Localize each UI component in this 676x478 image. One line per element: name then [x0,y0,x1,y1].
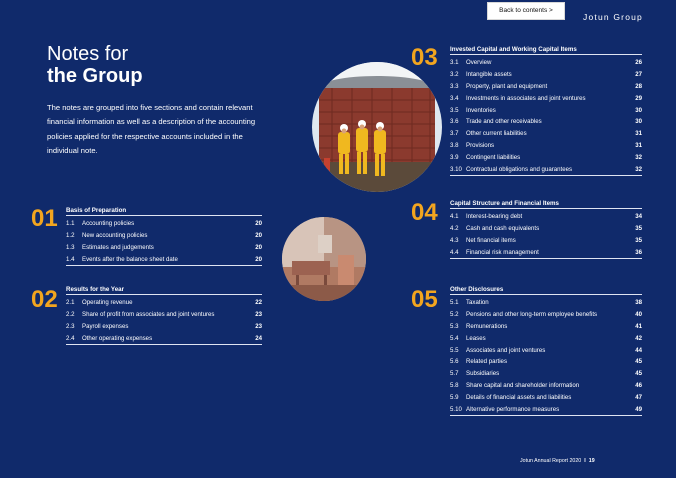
section-number-03: 03 [411,44,438,71]
note-number: 5.6 [450,358,459,366]
note-page: 45 [635,358,642,366]
footer-report-name: Jotun Annual Report 2020 [520,458,582,464]
section-title: Basis of Preparation [66,206,262,216]
note-title: Payroll expenses [82,322,129,330]
footer-separator: I [584,458,586,464]
note-page: 40 [635,311,642,319]
note-item[interactable] [450,57,642,69]
note-page: 31 [635,130,642,138]
note-number: 3.9 [450,153,459,161]
note-number: 3.1 [450,59,459,67]
note-item[interactable] [450,128,642,140]
note-page: 20 [255,220,262,228]
note-number: 5.5 [450,346,459,354]
note-title: Share capital and shareholder information [466,381,580,389]
note-number: 5.8 [450,381,459,389]
note-title: Estimates and judgements [82,243,154,251]
note-page: 32 [635,153,642,161]
note-title: Net financial items [466,236,516,244]
note-item[interactable] [450,140,642,152]
note-number: 3.10 [450,165,462,173]
section-other-disclosures [450,285,642,416]
note-number: 5.3 [450,322,459,330]
note-item[interactable] [450,344,642,356]
section-results-for-the-year [66,285,262,345]
note-item[interactable] [450,235,642,247]
note-title: Contingent liabilities [466,153,521,161]
note-title: Accounting policies [82,220,135,228]
note-title: Subsidiaries [466,370,500,378]
section-title: Other Disclosures [450,285,642,295]
note-item[interactable] [450,309,642,321]
section-number-01: 01 [31,205,58,232]
note-item[interactable] [66,218,262,230]
note-item[interactable] [450,332,642,344]
note-page: 42 [635,334,642,342]
note-page: 36 [635,248,642,256]
page-footer [520,458,595,464]
page-title-line2: the Group [47,65,143,87]
note-page: 23 [255,311,262,319]
note-title: Associates and joint ventures [466,346,546,354]
section-basis-of-preparation [66,206,262,266]
note-page: 34 [635,213,642,221]
section-invested-capital [450,45,642,176]
note-page: 20 [255,255,262,263]
note-item[interactable] [450,297,642,309]
section-title: Capital Structure and Financial Items [450,199,642,209]
note-page: 31 [635,141,642,149]
note-item[interactable] [450,81,642,93]
note-number: 3.3 [450,82,459,90]
note-number: 5.1 [450,299,459,307]
note-page: 45 [635,370,642,378]
note-number: 1.2 [66,232,75,240]
interior-photo [282,217,366,301]
note-title: Alternative performance measures [466,405,560,413]
note-page: 38 [635,299,642,307]
note-number: 2.1 [66,299,75,307]
note-item[interactable] [66,297,262,309]
note-title: Events after the balance sheet date [82,255,178,263]
note-title: Related parties [466,358,507,366]
note-item[interactable] [450,104,642,116]
note-number: 4.4 [450,248,459,256]
note-title: Interest-bearing debt [466,213,523,221]
note-item[interactable] [450,69,642,81]
note-number: 5.7 [450,370,459,378]
note-number: 5.4 [450,334,459,342]
note-page: 32 [635,165,642,173]
note-title: Remunerations [466,322,508,330]
brand-logo-text: Jotun Group [583,12,643,22]
note-number: 5.9 [450,393,459,401]
note-title: Overview [466,59,492,67]
note-number: 3.4 [450,94,459,102]
note-title: Other current liabilities [466,130,527,138]
note-number: 1.1 [66,220,75,228]
page-number: 19 [588,458,595,464]
note-title: Financial risk management [466,248,539,256]
note-page: 29 [635,94,642,102]
note-item[interactable] [450,116,642,128]
note-item[interactable] [450,321,642,333]
note-page: 46 [635,381,642,389]
note-item[interactable] [66,230,262,242]
note-number: 2.2 [66,311,75,319]
note-item[interactable] [450,163,642,176]
note-page: 28 [635,82,642,90]
note-item[interactable] [450,246,642,259]
note-number: 3.5 [450,106,459,114]
note-page: 44 [635,346,642,354]
section-title: Results for the Year [66,285,262,295]
note-page: 41 [635,322,642,330]
note-number: 5.10 [450,405,462,413]
note-title: Contractual obligations and guarantees [466,165,573,173]
note-title: Provisions [466,141,495,149]
note-page: 35 [635,236,642,244]
section-number-04: 04 [411,199,438,226]
workers-photo-illustration [312,62,442,192]
note-title: New accounting policies [82,232,148,240]
note-page: 49 [635,405,642,413]
note-number: 4.3 [450,236,459,244]
note-item[interactable] [450,356,642,368]
note-item[interactable] [450,403,642,416]
note-number: 2.3 [66,322,75,330]
note-title: Share of profit from associates and joint ventures [82,311,215,319]
note-item[interactable] [450,151,642,163]
back-to-contents-button[interactable]: Back to contents > [488,3,564,19]
note-page: 24 [255,334,262,342]
note-number: 4.1 [450,213,459,221]
workers-photo [312,62,442,192]
note-title: Intangible assets [466,71,512,79]
note-number: 5.2 [450,311,459,319]
note-page: 27 [635,71,642,79]
note-title: Details of financial assets and liabilities [466,393,572,401]
note-number: 3.8 [450,141,459,149]
intro-paragraph: The notes are grouped into five sections and contain relevant financial information as well as a description of the accounting policies applied for the respective accounts included in the individual note. [47,103,256,155]
note-page: 35 [635,225,642,233]
note-title: Property, plant and equipment [466,82,548,90]
section-number-02: 02 [31,286,58,313]
note-title: Taxation [466,299,489,307]
note-title: Pensions and other long-term employee benefits [466,311,598,319]
note-item[interactable] [450,92,642,104]
note-page: 26 [635,59,642,67]
note-title: Other operating expenses [82,334,153,342]
note-item[interactable] [66,332,262,345]
note-page: 23 [255,322,262,330]
note-page: 30 [635,106,642,114]
interior-photo-illustration [282,217,366,301]
note-item[interactable] [450,380,642,392]
section-title: Invested Capital and Working Capital Items [450,45,642,55]
page-title-line1: Notes for [47,43,129,65]
note-number: 3.6 [450,118,459,126]
note-item[interactable] [66,253,262,266]
note-number: 2.4 [66,334,75,342]
section-capital-structure [450,199,642,259]
note-item[interactable] [66,321,262,333]
note-title: Leases [466,334,486,342]
note-page: 47 [635,393,642,401]
note-number: 1.4 [66,255,75,263]
note-page: 20 [255,243,262,251]
note-page: 30 [635,118,642,126]
note-item[interactable] [450,211,642,223]
note-title: Cash and cash equivalents [466,225,540,233]
note-item[interactable] [66,309,262,321]
note-number: 4.2 [450,225,459,233]
note-number: 1.3 [66,243,75,251]
note-title: Inventories [466,106,496,114]
section-number-05: 05 [411,286,438,313]
note-page: 20 [255,232,262,240]
note-item[interactable] [450,368,642,380]
note-title: Operating revenue [82,299,133,307]
note-page: 22 [255,299,262,307]
note-item[interactable] [450,223,642,235]
note-item[interactable] [450,391,642,403]
note-title: Investments in associates and joint ventures [466,94,586,102]
note-title: Trade and other receivables [466,118,542,126]
note-number: 3.7 [450,130,459,138]
note-number: 3.2 [450,71,459,79]
note-item[interactable] [66,242,262,254]
